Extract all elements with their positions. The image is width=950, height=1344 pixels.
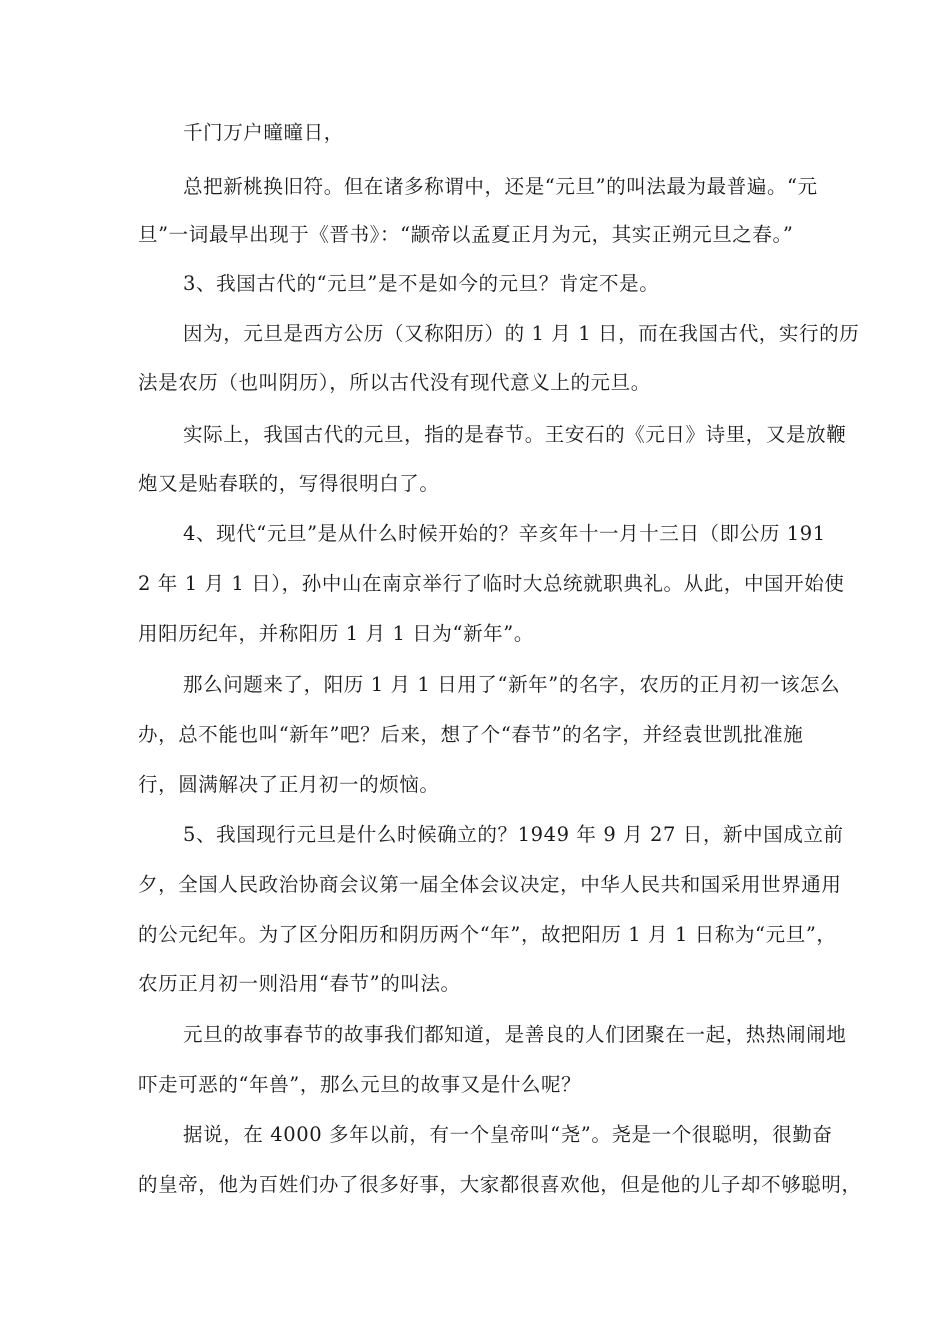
text-line: 那么问题来了，阳历 1 月 1 日用了“新年”的名字，农历的正月初一该怎么 <box>183 673 841 696</box>
text-line: 的公元纪年。为了区分阳历和阴历两个“年”，故把阳历 1 月 1 日称为“元旦”， <box>138 923 837 946</box>
text-line: 2 年 1 月 1 日），孙中山在南京举行了临时大总统就职典礼。从此，中国开始使 <box>138 572 845 595</box>
text-line: 用阳历纪年，并称阳历 1 月 1 日为“新年”。 <box>138 622 534 645</box>
text-line: 吓走可恶的“年兽”，那么元旦的故事又是什么呢？ <box>138 1073 582 1096</box>
text-line: 4、现代“元旦”是从什么时候开始的？辛亥年十一月十三日（即公历 191 <box>183 522 826 545</box>
text-line: 因为，元旦是西方公历（又称阳历）的 1 月 1 日，而在我国古代，实行的历 <box>183 322 860 345</box>
text-line: 实际上，我国古代的元旦，指的是春节。王安石的《元日》诗里，又是放鞭 <box>183 423 847 446</box>
text-line: 夕，全国人民政治协商会议第一届全体会议决定，中华人民共和国采用世界通用 <box>138 873 842 896</box>
text-line: 的皇帝，他为百姓们办了很多好事，大家都很喜欢他，但是他的儿子却不够聪明， <box>138 1173 862 1196</box>
text-line: 千门万户曈曈日， <box>183 121 344 144</box>
text-line: 5、我国现行元旦是什么时候确立的？1949 年 9 月 27 日，新中国成立前 <box>183 823 844 846</box>
text-line: 农历正月初一则沿用“春节”的叫法。 <box>138 972 461 995</box>
text-line: 法是农历（也叫阴历），所以古代没有现代意义上的元旦。 <box>138 371 651 394</box>
text-line: 总把新桃换旧符。但在诸多称谓中，还是“元旦”的叫法最为最普遍。“元 <box>183 175 818 198</box>
text-line: 行，圆满解决了正月初一的烦恼。 <box>138 773 440 796</box>
text-line: 炮又是贴春联的，写得很明白了。 <box>138 472 440 495</box>
text-line: 元旦的故事春节的故事我们都知道，是善良的人们团聚在一起，热热闹闹地 <box>183 1023 847 1046</box>
text-line: 办，总不能也叫“新年”吧？后来，想了个“春节”的名字，并经袁世凯批准施 <box>138 723 804 746</box>
text-line: 据说，在 4000 多年以前，有一个皇帝叫“尧”。尧是一个很聪明，很勤奋 <box>183 1123 833 1146</box>
text-line: 旦”一词最早出现于《晋书》：“颛帝以孟夏正月为元，其实正朔元旦之春。” <box>138 223 794 246</box>
text-line: 3、我国古代的“元旦”是不是如今的元旦？肯定不是。 <box>183 272 660 295</box>
